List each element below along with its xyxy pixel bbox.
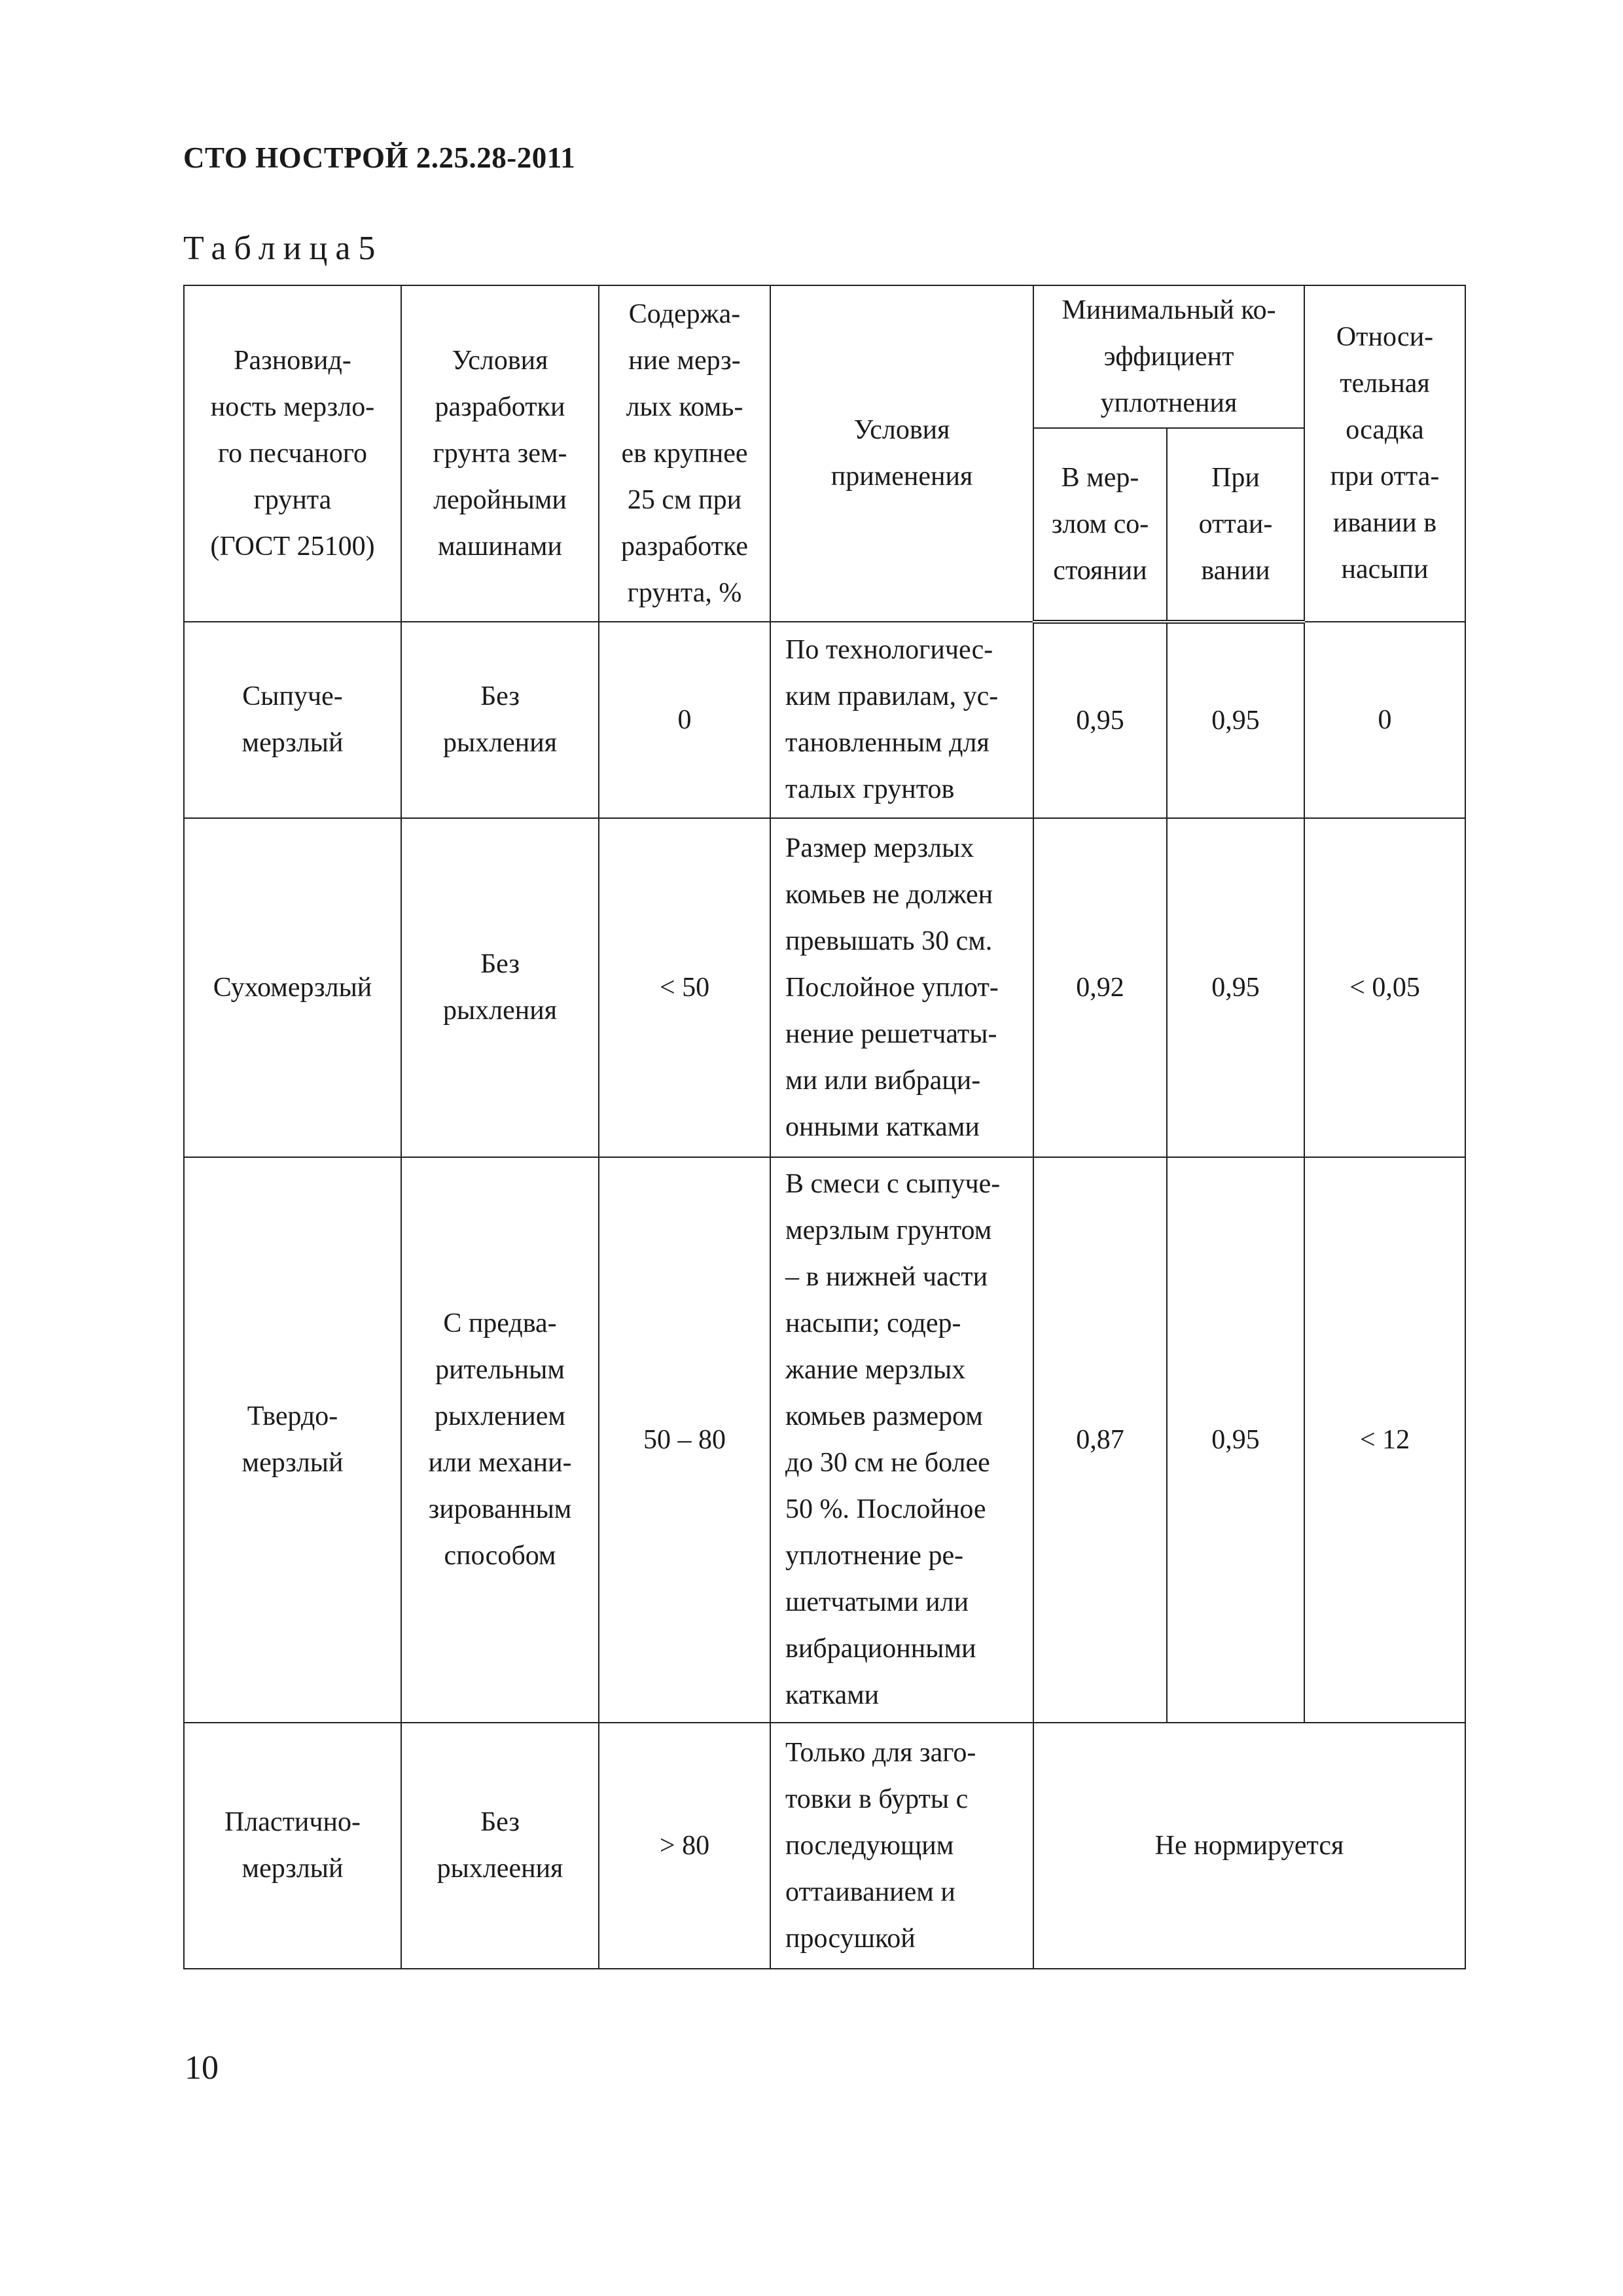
cell-application: Размер мерзлых комьев не должен превышать 30 см. Послойное уплот- нение решетчаты- ми или вибраци- онными катками [770,818,1033,1157]
cell-application: По технологичес- ким правилам, ус- тановленным для талых грунтов [770,622,1033,818]
page-number: 10 [185,2049,219,2087]
cell-variety: Твердо- мерзлый [184,1157,401,1723]
header-application: Условия применения [770,285,1033,622]
header-row-top [184,285,1465,428]
cell-clod-content: 0 [599,622,770,818]
cell-excavation: С предва- рительным рыхлением или механи- зированным способом [401,1157,599,1723]
header-clod-content: Содержа- ние мерз- лых комь- ев крупнее 25 см при разработке грунта, % [599,285,770,622]
header-excavation: Условия разработки грунта зем- леройными машинами [401,285,599,622]
cell-excavation: Без рыхления [401,818,599,1157]
cell-clod-content: < 50 [599,818,770,1157]
cell-thawing: 0,95 [1167,818,1304,1157]
table-row [184,818,1465,1157]
cell-not-normalized: Не нормируется [1033,1723,1465,1969]
header-min-coefficient: Минимальный ко- эффициент уплотнения [1033,285,1304,428]
soil-compaction-table [183,285,1466,1969]
header-frozen-state: В мер- злом со- стоянии [1033,428,1167,622]
cell-variety: Сухомерзлый [184,818,401,1157]
cell-thawing: 0,95 [1167,1157,1304,1723]
cell-settlement: 0 [1304,622,1465,818]
cell-clod-content: > 80 [599,1723,770,1969]
cell-application: Только для заго- товки в бурты с последующим оттаиванием и просушкой [770,1723,1033,1969]
cell-application: В смеси с сыпуче- мерзлым грунтом – в нижней части насыпи; содер- жание мерзлых комьев размером до 30 см не более 50 %. Послойное уплотнение ре- шетчатыми или вибрационными катками [770,1157,1033,1723]
table-row [184,1157,1465,1723]
cell-frozen-state: 0,95 [1033,622,1167,818]
cell-excavation: Без рыхления [401,622,599,818]
cell-thawing: 0,95 [1167,622,1304,818]
cell-settlement: < 12 [1304,1157,1465,1723]
cell-settlement: < 0,05 [1304,818,1465,1157]
cell-variety: Сыпуче- мерзлый [184,622,401,818]
cell-frozen-state: 0,87 [1033,1157,1167,1723]
document-code: СТО НОСТРОЙ 2.25.28-2011 [183,141,576,174]
header-thawing: При оттаи- вании [1167,428,1304,622]
header-variety: Разновид- ность мерзло- го песчаного грунта (ГОСТ 25100) [184,285,401,622]
header-settlement: Относи- тельная осадка при отта- ивании в насыпи [1304,285,1465,622]
table-row [184,1723,1465,1969]
table-caption: Таблица5 [183,230,383,267]
cell-variety: Пластично- мерзлый [184,1723,401,1969]
cell-excavation: Без рыхлеения [401,1723,599,1969]
cell-clod-content: 50 – 80 [599,1157,770,1723]
table-row [184,622,1465,818]
cell-frozen-state: 0,92 [1033,818,1167,1157]
